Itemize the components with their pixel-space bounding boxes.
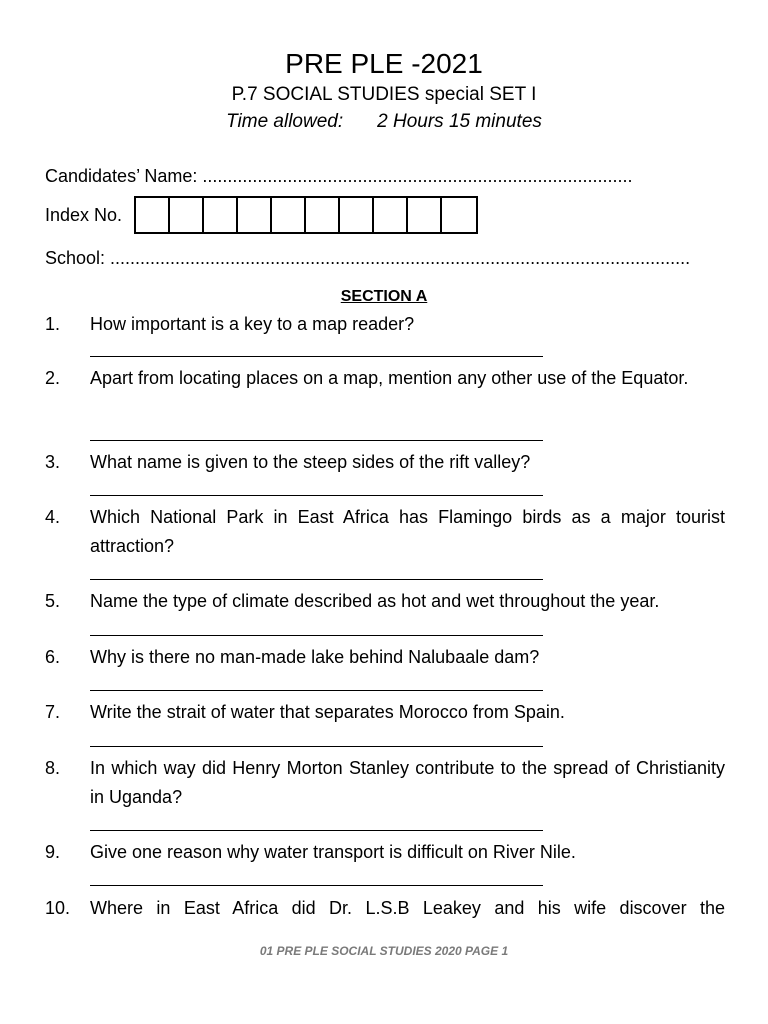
index-boxes: [134, 196, 478, 234]
index-box[interactable]: [340, 198, 374, 232]
question-number: 3.: [45, 452, 61, 472]
answer-line-9[interactable]: [90, 885, 543, 886]
answer-line-3[interactable]: [90, 495, 543, 496]
question-number: 5.: [45, 591, 61, 611]
question-number: 9.: [45, 842, 61, 862]
question-text: Name the type of climate described as hot and wet throughout the year.: [90, 591, 660, 611]
index-box[interactable]: [238, 198, 272, 232]
section-a-heading: SECTION A: [340, 288, 428, 305]
question-text: In which way did Henry Morton Stanley contribute to the spread of Christianity in Uganda?: [90, 758, 725, 807]
question-3: [45, 448, 725, 477]
school-field[interactable]: School: ....................................................................................................................: [45, 248, 691, 268]
index-number-row: [45, 194, 478, 236]
question-number: 4.: [45, 507, 61, 527]
page-footer: 01 PRE PLE SOCIAL STUDIES 2020 PAGE 1: [259, 944, 509, 958]
index-box[interactable]: [374, 198, 408, 232]
question-text: Why is there no man-made lake behind Nalubaale dam?: [90, 647, 540, 667]
question-text: Write the strait of water that separates Morocco from Spain.: [90, 702, 565, 722]
question-5: [45, 587, 725, 616]
question-6: [45, 643, 725, 672]
question-9: [45, 838, 725, 867]
question-text: How important is a key to a map reader?: [90, 314, 415, 334]
question-number: 1.: [45, 314, 61, 334]
answer-line-6[interactable]: [90, 690, 543, 691]
question-number: 6.: [45, 647, 61, 667]
question-number: 2.: [45, 368, 61, 388]
time-allowed: [0, 108, 768, 136]
answer-line-4[interactable]: [90, 579, 543, 580]
question-text: What name is given to the steep sides of the rift valley?: [90, 452, 531, 472]
question-text: Where in East Africa did Dr. L.S.B Leakey and his wife discover the: [90, 898, 725, 918]
index-box[interactable]: [170, 198, 204, 232]
question-text: Which National Park in East Africa has Flamingo birds as a major tourist attraction?: [90, 507, 725, 556]
question-10: [45, 894, 725, 923]
index-box[interactable]: [408, 198, 442, 232]
question-7: [45, 698, 725, 727]
exam-title: PRE PLE -2021: [285, 48, 483, 79]
question-4: [45, 503, 725, 561]
answer-line-7[interactable]: [90, 746, 543, 747]
answer-line-1[interactable]: [90, 356, 543, 357]
question-number: 8.: [45, 758, 61, 778]
time-label: Time allowed:: [226, 111, 344, 132]
time-value: 2 Hours 15 minutes: [377, 111, 542, 132]
question-1: [45, 310, 725, 339]
answer-line-8[interactable]: [90, 830, 543, 831]
answer-line-2[interactable]: [90, 440, 543, 441]
question-number: 10.: [45, 898, 71, 918]
index-box[interactable]: [204, 198, 238, 232]
index-box[interactable]: [442, 198, 476, 232]
question-text: Apart from locating places on a map, mention any other use of the Equator.: [90, 368, 689, 388]
index-box[interactable]: [306, 198, 340, 232]
answer-line-5[interactable]: [90, 635, 543, 636]
question-number: 7.: [45, 702, 61, 722]
exam-subtitle: P.7 SOCIAL STUDIES special SET I: [231, 84, 537, 105]
index-box[interactable]: [136, 198, 170, 232]
question-2: [45, 364, 725, 393]
question-8: [45, 754, 725, 812]
index-box[interactable]: [272, 198, 306, 232]
candidate-name-field[interactable]: Candidates’ Name: ......................................................................................: [45, 166, 633, 186]
question-text: Give one reason why water transport is difficult on River Nile.: [90, 842, 576, 862]
index-label: Index No.: [45, 205, 123, 225]
